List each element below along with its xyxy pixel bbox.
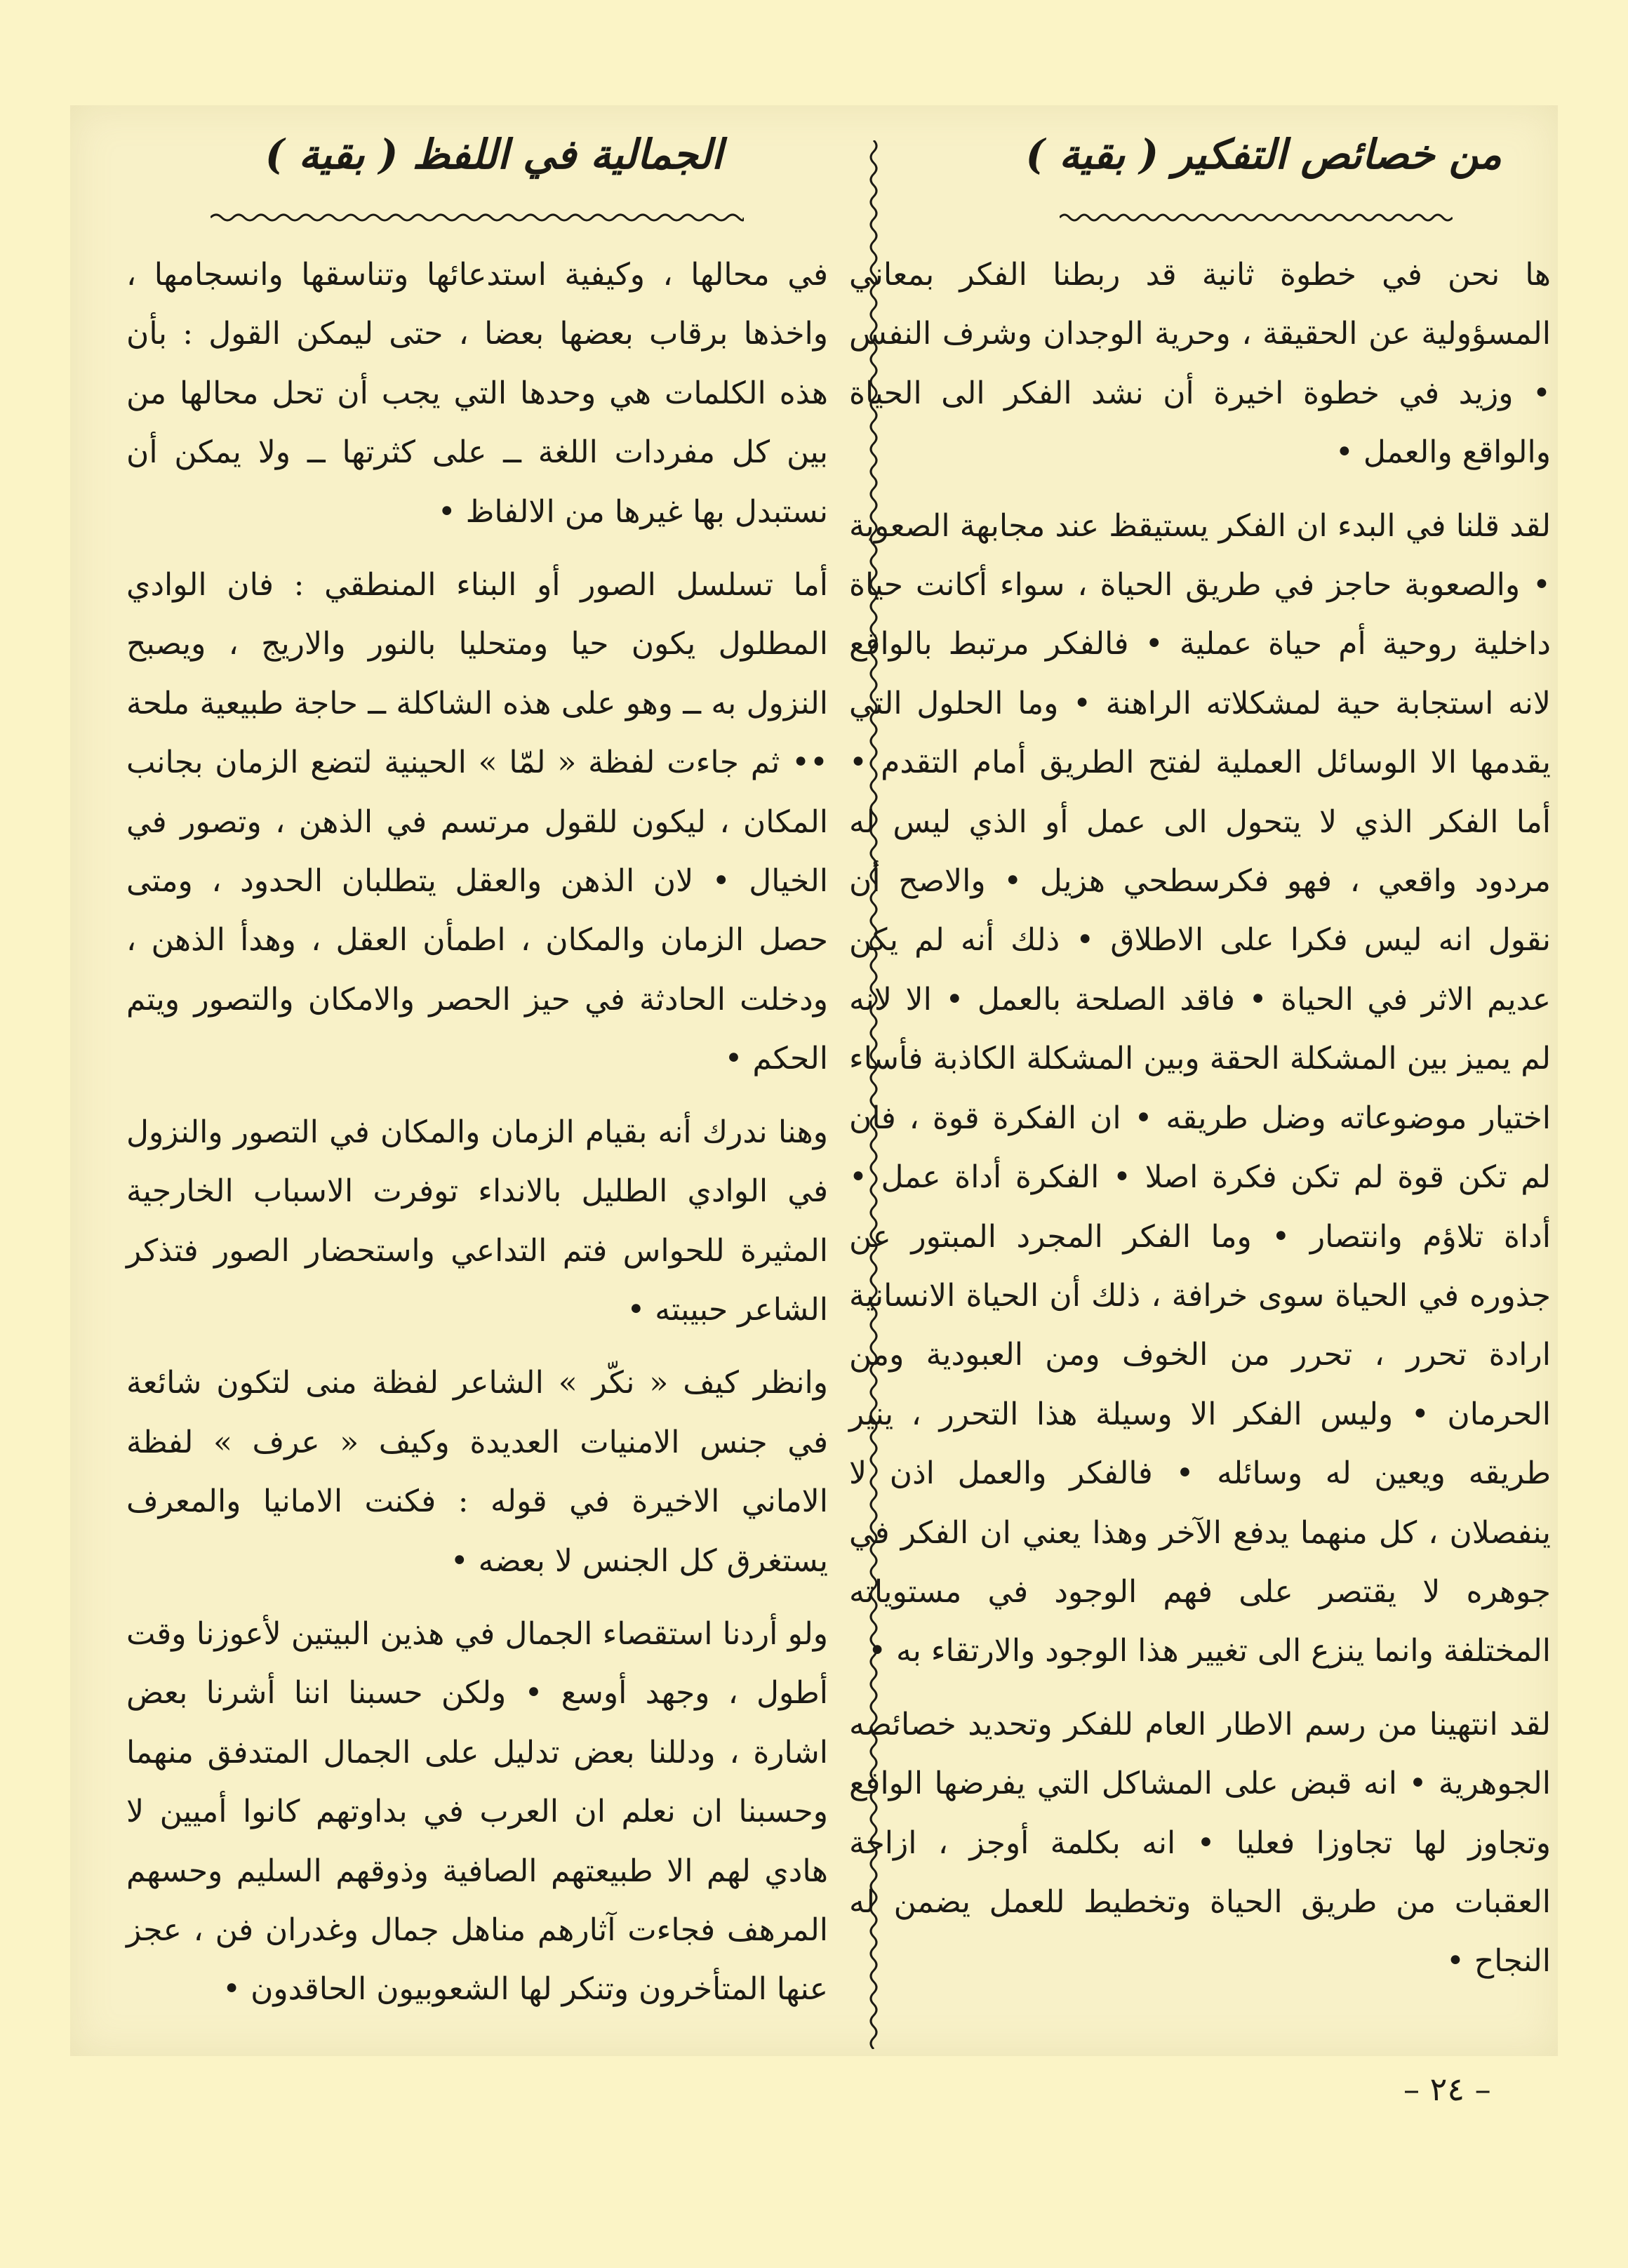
title-wavy-underline [1060, 211, 1453, 225]
magazine-page [70, 105, 1558, 2108]
title-wavy-underline [211, 211, 744, 225]
left-column-title: الجمالية في اللفظ ( بقية ) [265, 131, 723, 178]
paragraph: في محالها ، وكيفية استدعائها وتناسقها وانسجامها ، واخذها برقاب بعضها بعضا ، حتى ليمكن القول : بأن هذه الكلمات هي وحدها التي يجب أن تحل محالها من بين كل مفردات اللغة ــ على كثرتها ــ ولا يمكن أن نستبدل بها غيرها من الالفاظ • [126, 257, 828, 530]
right-column-title: من خصائص التفكير ( بقية ) [1025, 131, 1502, 178]
page-number: – ٢٤ – [1403, 2070, 1491, 2108]
paragraph: وانظر كيف « نكّر » الشاعر لفظة منى لتكون شائعة في جنس الامنيات العديدة وكيف « عرف » لفظة الاماني الاخيرة في قوله : فكنت الامانيا والمعرف يستغرق كل الجنس لا بعضه • [126, 1365, 828, 1579]
paragraph: ولو أردنا استقصاء الجمال في هذين البيتين لأعوزنا وقت أطول ، وجهد أوسع • ولكن حسبنا اننا أشرنا بعض اشارة ، ودللنا بعض تدليل على الجمال المتدفق منهما وحسبنا ان نعلم ان العرب في بداوتهم كانوا أميين لا هادي لهم الا طبيعتهم الصافية وذوقهم السليم وحسهم المرهف فجاءت آثارهم مناهل جمال وغدران فن ، عجز عنها المتأخرون وتنكر لها الشعوبيون الحاقدون • [126, 1615, 828, 2008]
paragraph: أما تسلسل الصور أو البناء المنطقي : فان الوادي المطلول يكون حيا ومتحليا بالنور والاريج ، ويصبح النزول به ــ وهو على هذه الشاكلة ــ حاجة طبيعية ملحة •• ثم جاءت لفظة « لمّا » الحينية لتضع الزمان بجانب المكان ، ليكون للقول مرتسم في الذهن ، وتصور في الخيال • لان الذهن والعقل يتطلبان الحدود ، ومتى حصل الزمان والمكان ، اطمأن العقل ، وهدأ الذهن ، ودخلت الحادثة في حيز الحصر والامكان والتصور ويتم الحكم • [126, 567, 828, 1077]
left-column-body [126, 246, 828, 2034]
right-column-body [849, 246, 1551, 2006]
column-divider [860, 140, 888, 2049]
paragraph: ها نحن في خطوة ثانية قد ربطنا الفكر بمعاني المسؤولية عن الحقيقة ، وحرية الوجدان وشرف النفس • وزيد في خطوة اخيرة أن نشد الفكر الى الحياة والواقع والعمل • [849, 257, 1551, 471]
paragraph: وهنا ندرك أنه بقيام الزمان والمكان في التصور والنزول في الوادي الطليل بالانداء توفرت الاسباب الخارجية المثيرة للحواس فتم التداعي واستحضار الصور فتذكر الشاعر حبيبته • [126, 1114, 828, 1328]
paragraph: لقد انتهينا من رسم الاطار العام للفكر وتحديد خصائصه الجوهرية • انه قبض على المشاكل التي يفرضها الواقع وتجاوز لها تجاوزا فعليا • انه بكلمة أوجز ، ازاحة العقبات من طريق الحياة وتخطيط للعمل يضمن له النجاح • [849, 1706, 1551, 1980]
paragraph: لقد قلنا في البدء ان الفكر يستيقظ عند مجابهة الصعوبة • والصعوبة حاجز في طريق الحياة ، سواء أكانت حياة داخلية روحية أم حياة عملية • فالفكر مرتبط بالواقع لانه استجابة حية لمشكلاته الراهنة • وما الحلول التي يقدمها الا الوسائل العملية لفتح الطريق أمام التقدم • أما الفكر الذي لا يتحول الى عمل أو الذي ليس له مردود واقعي ، فهو فكرسطحي هزيل • والاصح أن نقول انه ليس فكرا على الاطلاق • ذلك أنه لم يكن عديم الاثر في الحياة • فاقد الصلحة بالعمل • الا لانه لم يميز بين المشكلة الحقة وبين المشكلة الكاذبة فأساء اختيار موضوعاته وضل طريقه • ان الفكرة قوة ، فان لم تكن قوة لم تكن فكرة اصلا • الفكرة أداة عمل • أداة تلاؤم وانتصار • وما الفكر المجرد المبتور عن جذوره في الحياة سوى خرافة ، ذلك أن الحياة الانسانية ارادة تحرر ، تحرر من الخوف ومن العبودية ومن الحرمان • وليس الفكر الا وسيلة هذا التحرر ، ينير طريقه ويعين له وسائله • فالفكر والعمل اذن لا ينفصلان ، كل منهما يدفع الآخر وهذا يعني ان الفكر في جوهره لا يقتصر على فهم الوجود في مستوياته المختلفة وانما ينزع الى تغيير هذا الوجود والارتقاء به • [849, 507, 1551, 1669]
